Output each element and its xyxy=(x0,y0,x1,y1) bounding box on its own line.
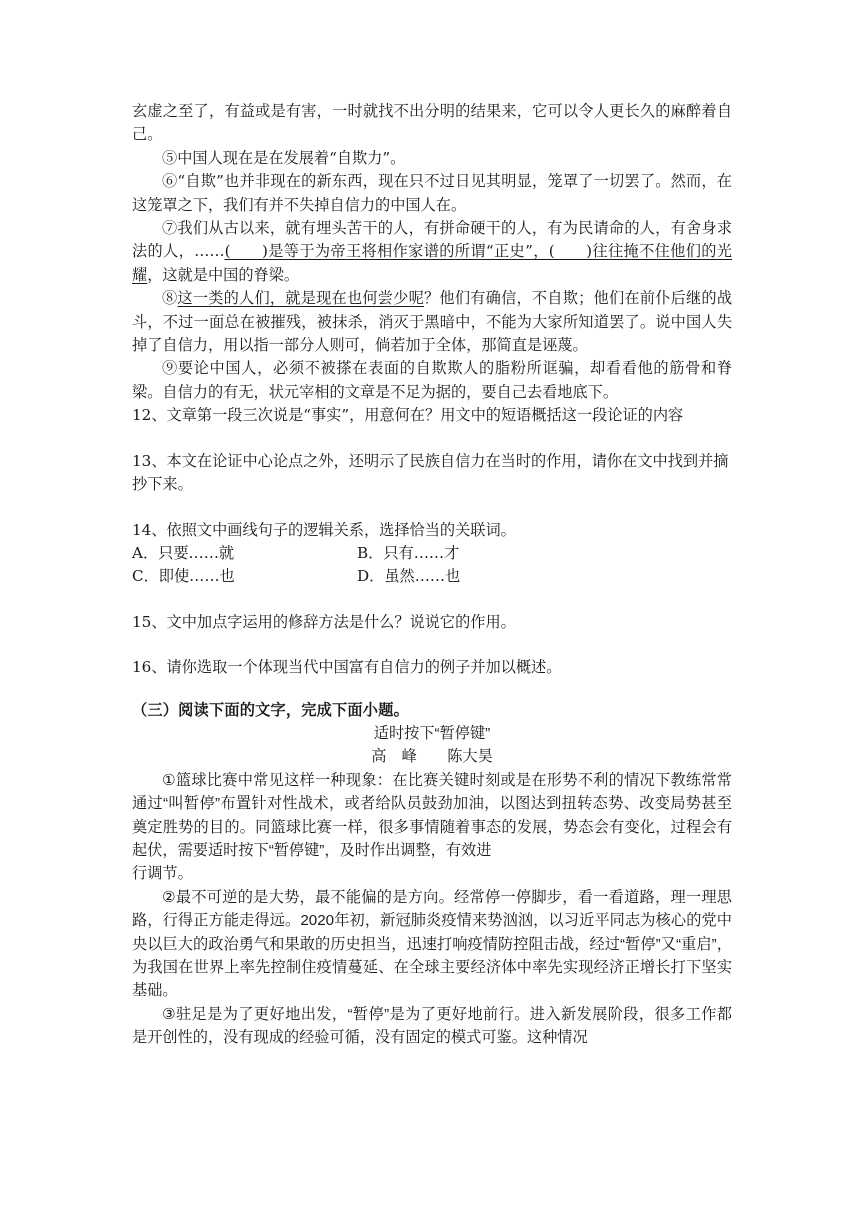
option-a: A．只要……就 xyxy=(132,543,235,562)
underlined-sentence: ( )是等于为帝王将相作家谱的所谓“正史”，( )往往掩不住他们的光耀 xyxy=(132,242,732,284)
passage-paragraph-7 xyxy=(132,217,732,287)
passage-paragraph-9: ⑨要论中国人，必须不被搽在表面的自欺欺人的脂粉所诓骗，却看看他的筋骨和脊梁。自信力的有无，状元宰相的文章是不足为据的，要自己去看地底下。 xyxy=(132,359,732,401)
section-heading: （三）阅读下面的文字，完成下面小题。 xyxy=(132,700,409,719)
question-14-options xyxy=(132,542,732,589)
question-14: 14、依照文中画线句子的逻辑关系，选择恰当的关联词。 xyxy=(132,520,516,539)
underlined-phrase: 这一类的人们，就是现在也何尝少呢 xyxy=(177,289,425,308)
question-15: 15、文中加点字运用的修辞方法是什么？说说它的作用。 xyxy=(132,612,516,631)
option-d: D．虽然……也 xyxy=(357,567,461,586)
article-paragraph-2: ②最不可逆的是大势，最不能偏的是方向。经常停一停脚步，看一看道路，理一理思路，行得正方能走得远。2020年初，新冠肺炎疫情来势汹汹，以习近平同志为核心的党中央以巨大的政治勇气和果敢的历史担当，迅速打响疫情防控阻击战，经过“暂停”又“重启”，为我国在世界上率先控制住疫情蔓延、在全球主要经济体中率先实现经济正增长打下坚实基础。 xyxy=(132,888,732,1000)
paragraph-8-tail: ？他们有确信，不自欺；他们在前仆后继的战斗，不过一面总在被摧残，被抹杀，消灭于黑暗中，不能为大家所知道罢了。说中国人失掉了自信力，用以指一部分人则可，倘若加于全体，那简直是诬蔑。 xyxy=(132,289,733,355)
article-paragraph-1: ①篮球比赛中常见这样一种现象：在比赛关键时刻或是在形势不利的情况下教练常常通过“叫暂停”布置针对性战术，或者给队员鼓劲加油，以图达到扭转态势、改变局势甚至奠定胜势的目的。同篮球比赛一样，很多事情随着事态的发展，势态会有变化，过程会有起伏，需要适时按下“暂停键”，及时作出调整，有效进 xyxy=(132,771,732,859)
option-b: B．只有……才 xyxy=(357,543,460,562)
paragraph-7-tail: ，这就是中国的脊梁。 xyxy=(147,265,300,284)
passage-paragraph-6: ⑥“自欺”也并非现在的新东西，现在只不过日见其明显，笼罩了一切罢了。然而，在这笼罩之下，我们有并不失掉自信力的中国人在。 xyxy=(132,172,732,214)
article-paragraph-1-end: 行调节。 xyxy=(132,864,193,883)
passage-paragraph-5: ⑤中国人现在是在发展着“自欺力”。 xyxy=(162,148,406,167)
question-13: 13、本文在论证中心论点之外，还明示了民族自信力在当时的作用，请你在文中找到并摘抄下来。 xyxy=(132,451,729,494)
article-title: 适时按下“暂停键” xyxy=(373,724,491,742)
article-authors: 高 峰 陈大昊 xyxy=(371,747,493,766)
paragraph-7-lead: ⑦我们从古以来，就有埋头苦干的人，有拼命硬干的人，有为民请命的人，有舍身求法的人，…… xyxy=(132,219,732,261)
option-c: C．即使……也 xyxy=(132,567,235,586)
passage-paragraph-continued: 玄虚之至了，有益或是有害，一时就找不出分明的结果来，它可以令人更长久的麻醉着自己。 xyxy=(132,102,732,144)
question-16: 16、请你选取一个体现当代中国富有自信力的例子并加以概述。 xyxy=(132,658,562,677)
document-page xyxy=(132,100,732,1050)
question-12: 12、文章第一段三次说是“事实”，用意何在？用文中的短语概括这一段论证的内容 xyxy=(132,406,684,425)
article-paragraph-3: ③驻足是为了更好地出发，“暂停”是为了更好地前行。进入新发展阶段，很多工作都是开创性的，没有现成的经验可循，没有固定的模式可鉴。这种情况 xyxy=(132,1005,732,1047)
paragraph-8-number: ⑧ xyxy=(162,289,178,308)
passage-paragraph-8 xyxy=(132,287,732,357)
